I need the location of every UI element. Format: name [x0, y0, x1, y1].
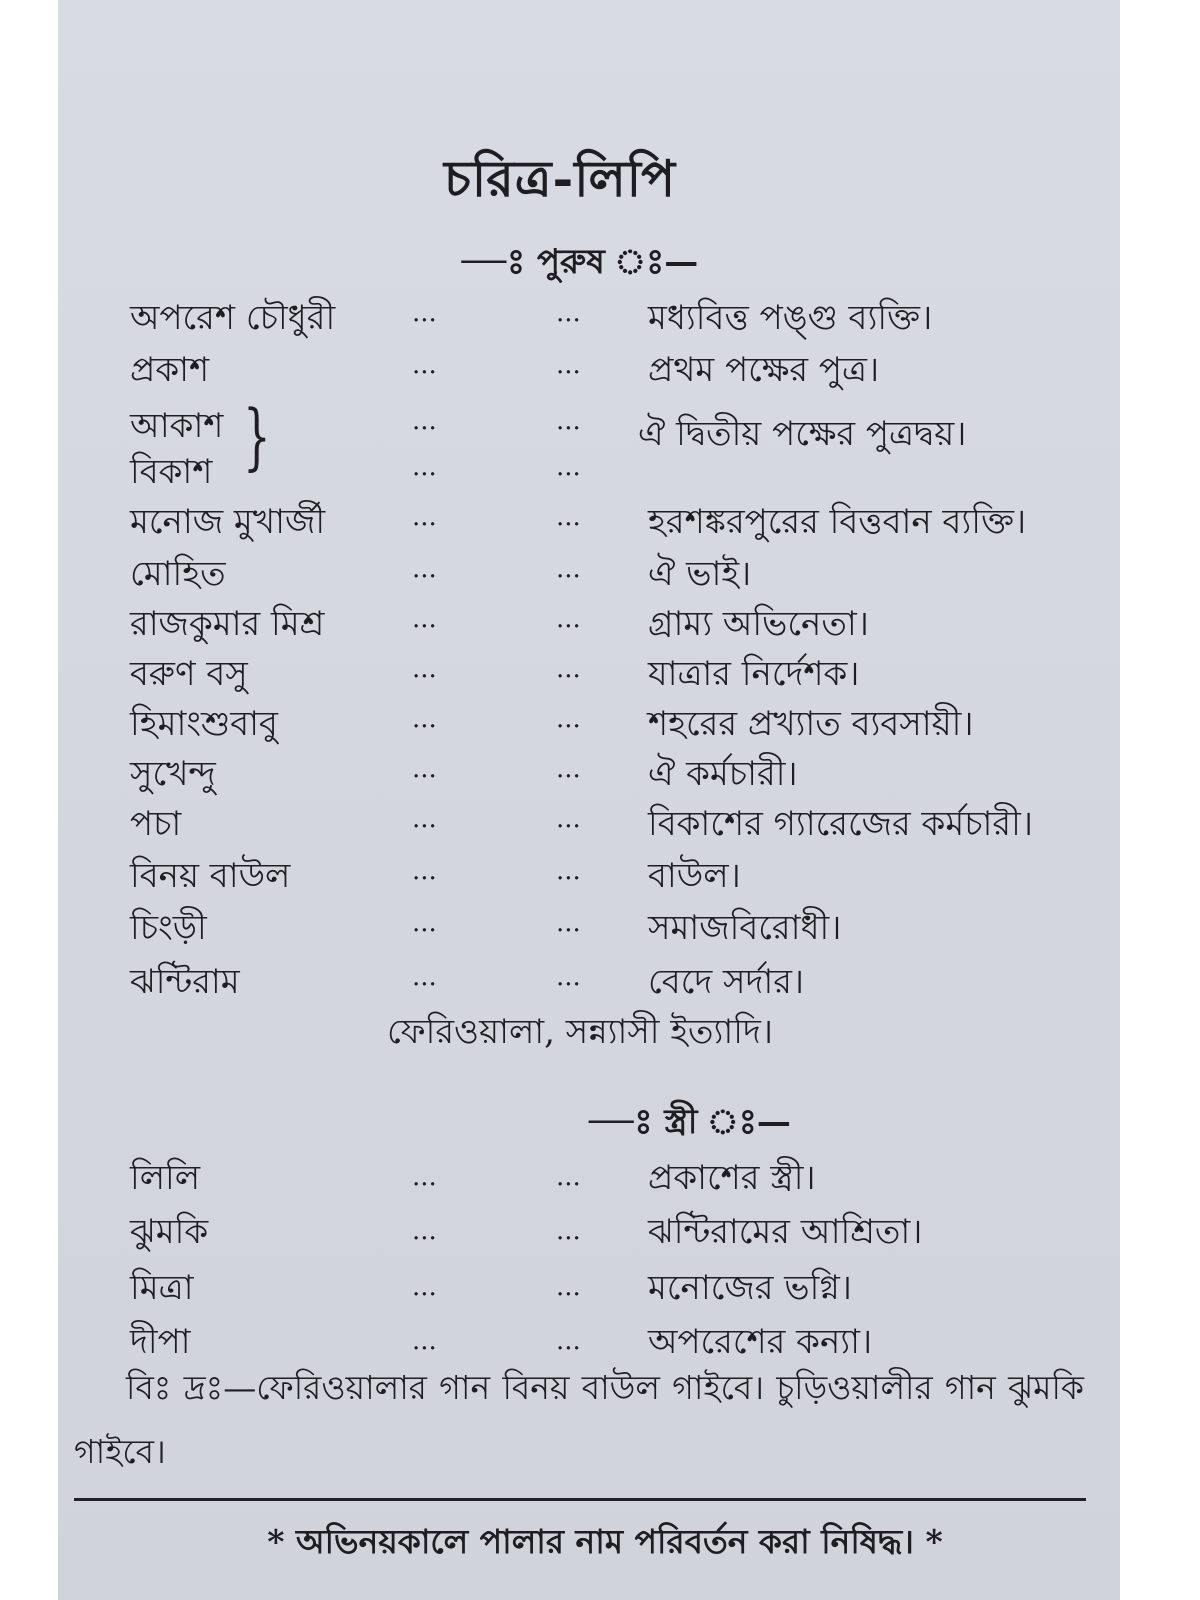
leader-dots: ... — [556, 350, 581, 380]
character-name: ঝন্টিরাম — [130, 962, 240, 1002]
female-section-heading: —ঃ স্ত্রী ঃ— — [589, 1102, 791, 1142]
male-section-heading: —ঃ পুরুষ ঃ— — [461, 242, 699, 282]
character-name: অপরেশ চৌধুরী — [130, 298, 336, 338]
character-row — [0, 1206, 1120, 1252]
character-description: বেদে সর্দার। — [648, 962, 805, 1002]
leader-dots: ... — [412, 754, 437, 784]
character-name: বিনয় বাউল — [130, 856, 291, 896]
leader-dots: ... — [556, 554, 581, 584]
character-row — [0, 446, 1120, 492]
character-name: মিত্রা — [130, 1268, 194, 1308]
leader-dots: ... — [412, 804, 437, 834]
character-row — [0, 1262, 1120, 1308]
performance-note: বিঃ দ্রঃ—ফেরিওয়ালার গান বিনয় বাউল গাইবে। চুড়িওয়ালীর গান ঝুমকি গাইবে। — [74, 1368, 1084, 1471]
leader-dots: ... — [412, 298, 437, 328]
character-row — [0, 400, 1120, 454]
leader-dots: ... — [556, 754, 581, 784]
leader-dots: ... — [412, 452, 437, 482]
character-name: রাজকুমার মিশ্র — [130, 604, 325, 644]
leader-dots: ... — [556, 704, 581, 734]
character-row — [0, 648, 1120, 694]
leader-dots: ... — [412, 502, 437, 532]
character-description: বাউল। — [648, 856, 741, 896]
character-name: মোহিত — [130, 554, 226, 594]
divider-line — [74, 1498, 1086, 1501]
leader-dots: ... — [556, 298, 581, 328]
leader-dots: ... — [556, 1216, 581, 1246]
character-description: অপরেশের কন্যা। — [648, 1322, 873, 1362]
leader-dots: ... — [412, 554, 437, 584]
leader-dots: ... — [412, 1162, 437, 1192]
leader-dots: ... — [556, 604, 581, 634]
character-row — [0, 496, 1120, 542]
leader-dots: ... — [556, 654, 581, 684]
character-description: প্রকাশের স্ত্রী। — [648, 1158, 816, 1198]
leader-dots: ... — [412, 604, 437, 634]
footer-notice: * অভিনয়কালে পালার নাম পরিবর্তন করা নিষিদ্ধ। * — [267, 1522, 943, 1561]
character-row — [0, 598, 1120, 644]
character-description: যাত্রার নির্দেশক। — [648, 654, 860, 694]
character-name: চিংড়ী — [130, 908, 207, 948]
character-row — [0, 344, 1120, 390]
character-name: মনোজ মুখার্জী — [130, 502, 326, 542]
character-name: প্রকাশ — [130, 350, 210, 390]
character-description: ঝন্টিরামের আশ্রিতা। — [648, 1212, 923, 1252]
character-row — [0, 292, 1120, 338]
leader-dots: ... — [556, 804, 581, 834]
character-row — [0, 748, 1120, 794]
leader-dots: ... — [412, 1272, 437, 1302]
leader-dots: ... — [412, 704, 437, 734]
leader-dots: ... — [412, 1216, 437, 1246]
character-description: বিকাশের গ্যারেজের কর্মচারী। — [648, 804, 1034, 844]
leader-dots: ... — [556, 452, 581, 482]
leader-dots: ... — [556, 908, 581, 938]
leader-dots: ... — [412, 856, 437, 886]
male-extras-line: ফেরিওয়ালা, সন্ন্যাসী ইত্যাদি। — [386, 1012, 774, 1052]
leader-dots: ... — [556, 406, 581, 436]
character-description: হরশঙ্করপুরের বিত্তবান ব্যক্তি। — [648, 502, 1027, 542]
character-description: ঐ দ্বিতীয় পক্ষের পুত্রদ্বয়। — [638, 414, 967, 454]
leader-dots: ... — [556, 1272, 581, 1302]
character-name: লিলি — [130, 1158, 201, 1198]
leader-dots: ... — [412, 962, 437, 992]
leader-dots: ... — [412, 406, 437, 436]
character-name: হিমাংশুবাবু — [130, 704, 278, 744]
leader-dots: ... — [556, 1162, 581, 1192]
character-name: দীপা — [130, 1322, 191, 1362]
character-row — [0, 1152, 1120, 1198]
character-description: ঐ কর্মচারী। — [648, 754, 798, 794]
character-description: গ্রাম্য অভিনেতা। — [648, 604, 869, 644]
leader-dots: ... — [412, 654, 437, 684]
character-name: বরুণ বসু — [130, 654, 248, 694]
leader-dots: ... — [556, 856, 581, 886]
character-name: আকাশ — [130, 406, 224, 446]
leader-dots: ... — [556, 502, 581, 532]
character-name: পচা — [130, 804, 182, 844]
character-description: শহরের প্রখ্যাত ব্যবসায়ী। — [648, 704, 974, 744]
character-row — [0, 902, 1120, 948]
character-row — [0, 956, 1120, 1002]
leader-dots: ... — [412, 908, 437, 938]
page-title: চরিত্র-লিপি — [443, 149, 677, 208]
leader-dots: ... — [412, 1326, 437, 1356]
character-description: সমাজবিরোধী। — [648, 908, 842, 948]
character-name: ঝুমকি — [130, 1212, 209, 1252]
grouping-brace: } — [243, 394, 271, 478]
character-name: বিকাশ — [130, 452, 213, 492]
leader-dots: ... — [412, 350, 437, 380]
character-name: সুখেন্দু — [130, 754, 216, 794]
character-description: মনোজের ভগ্নি। — [648, 1268, 852, 1308]
character-row — [0, 798, 1120, 844]
character-description: ঐ ভাই। — [648, 554, 752, 594]
character-row — [0, 548, 1120, 594]
character-description: প্রথম পক্ষের পুত্র। — [648, 350, 880, 390]
leader-dots: ... — [556, 1326, 581, 1356]
character-row — [0, 850, 1120, 896]
leader-dots: ... — [556, 962, 581, 992]
character-row — [0, 698, 1120, 744]
character-description: মধ্যবিত্ত পঙ্গু ব্যক্তি। — [648, 298, 933, 338]
